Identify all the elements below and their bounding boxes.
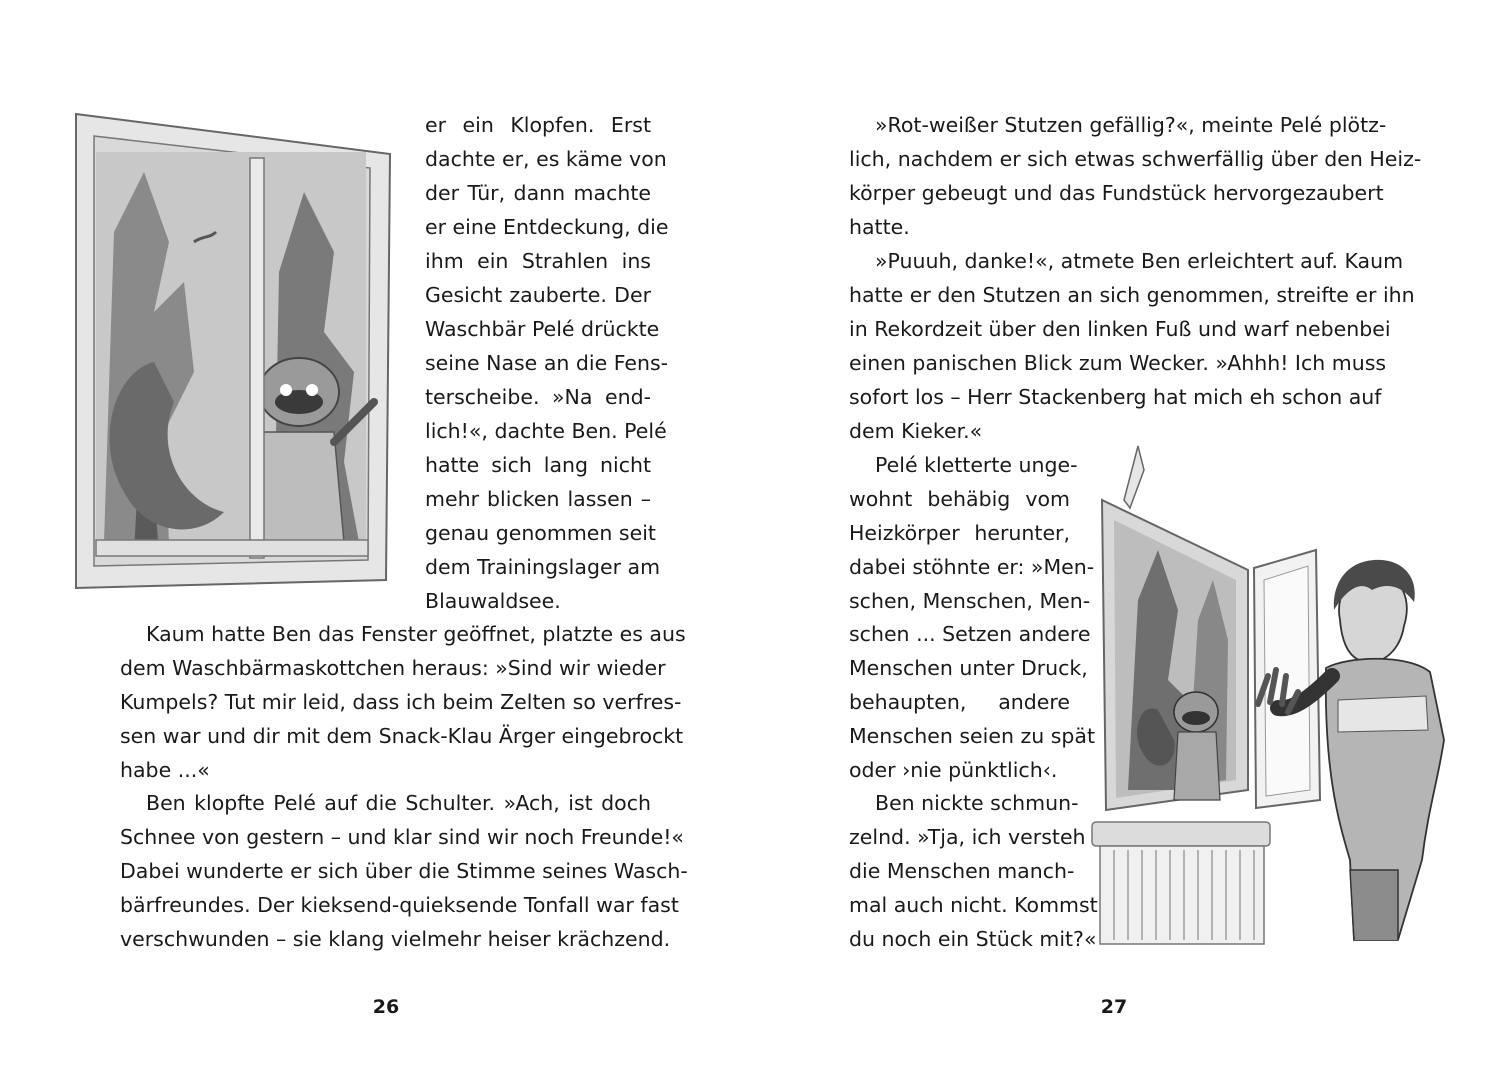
text-line: Pelé kletterte unge- xyxy=(875,453,1078,477)
text-line: bärfreundes. Der kieksend-quieksende Tonfall war fast xyxy=(120,893,679,917)
text-line: Waschbär Pelé drückte xyxy=(425,317,660,341)
text-line: »Rot-weißer Stutzen gefällig?«, meinte Pelé plötz- xyxy=(875,113,1387,137)
text-line: Blauwaldsee. xyxy=(425,589,561,613)
text-line: hatte sich lang nicht xyxy=(425,453,651,477)
text-line: Menschen unter Druck, xyxy=(849,656,1088,680)
text-line: Dabei wunderte er sich über die Stimme seines Wasch- xyxy=(120,859,688,883)
ben-window-illustration xyxy=(1088,440,1460,948)
text-line: sofort los – Herr Stackenberg hat mich eh schon auf xyxy=(849,385,1382,409)
text-line: dem Waschbärmaskottchen heraus: »Sind wir wieder xyxy=(120,656,666,680)
page-number: 26 xyxy=(372,996,400,1018)
text-line: dachte er, es käme von xyxy=(425,147,667,171)
text-line: Kumpels? Tut mir leid, dass ich beim Zelten so verfres- xyxy=(120,690,682,714)
text-line: Schnee von gestern – und klar sind wir noch Freunde!« xyxy=(120,825,684,849)
text-line: zelnd. »Tja, ich versteh xyxy=(849,825,1086,849)
text-line: die Menschen manch- xyxy=(849,859,1075,883)
text-line: genau genommen seit xyxy=(425,521,656,545)
text-line: der Tür, dann machte xyxy=(425,181,651,205)
text-line: er eine Entdeckung, die xyxy=(425,215,669,239)
text-line: sen war und dir mit dem Snack-Klau Ärger eingebrockt xyxy=(120,724,684,748)
text-line: verschwunden – sie klang vielmehr heiser krächzend. xyxy=(120,927,671,951)
text-line: mal auch nicht. Kommst xyxy=(849,893,1098,917)
text-line: »Puuuh, danke!«, atmete Ben erleichtert auf. Kaum xyxy=(875,249,1404,273)
text-line: einen panischen Blick zum Wecker. »Ahhh! Ich muss xyxy=(849,351,1387,375)
text-line: du noch ein Stück mit?« xyxy=(849,927,1097,951)
page-number: 27 xyxy=(1100,996,1128,1018)
text-line: lich, nachdem er sich etwas schwerfällig über den Heiz- xyxy=(849,147,1422,171)
text-line: lich!«, dachte Ben. Pelé xyxy=(425,419,667,443)
text-line: dem Trainingslager am xyxy=(425,555,661,579)
text-line: seine Nase an die Fens- xyxy=(425,351,669,375)
text-line: in Rekordzeit über den linken Fuß und warf nebenbei xyxy=(849,317,1391,341)
text-line: dabei stöhnte er: »Men- xyxy=(849,555,1095,579)
text-line: schen, Menschen, Men- xyxy=(849,589,1091,613)
text-line: er ein Klopfen. Erst xyxy=(425,113,651,137)
raccoon-window-illustration xyxy=(74,112,392,590)
text-line: dem Kieker.« xyxy=(849,419,983,443)
text-line: körper gebeugt und das Fundstück hervorgezaubert xyxy=(849,181,1384,205)
text-line: Ben nickte schmun- xyxy=(875,791,1079,815)
text-line: behaupten, andere xyxy=(849,690,1070,714)
text-line: hatte er den Stutzen an sich genommen, streifte er ihn xyxy=(849,283,1415,307)
text-line: Ben klopfte Pelé auf die Schulter. »Ach, ist doch xyxy=(146,791,651,815)
text-line: terscheibe. »Na end- xyxy=(425,385,651,409)
right-page xyxy=(750,0,1500,1087)
text-line: habe ...« xyxy=(120,758,210,782)
text-line: oder ›nie pünktlich‹. xyxy=(849,758,1058,782)
text-line: Menschen seien zu spät xyxy=(849,724,1096,748)
text-line: schen ... Setzen andere xyxy=(849,622,1091,646)
text-line: wohnt behäbig vom xyxy=(849,487,1070,511)
text-line: Heizkörper herunter, xyxy=(849,521,1070,545)
text-line: hatte. xyxy=(849,215,910,239)
text-line: Kaum hatte Ben das Fenster geöffnet, platzte es aus xyxy=(146,622,686,646)
text-line: ihm ein Strahlen ins xyxy=(425,249,651,273)
text-line: mehr blicken lassen – xyxy=(425,487,651,511)
text-line: Gesicht zauberte. Der xyxy=(425,283,651,307)
